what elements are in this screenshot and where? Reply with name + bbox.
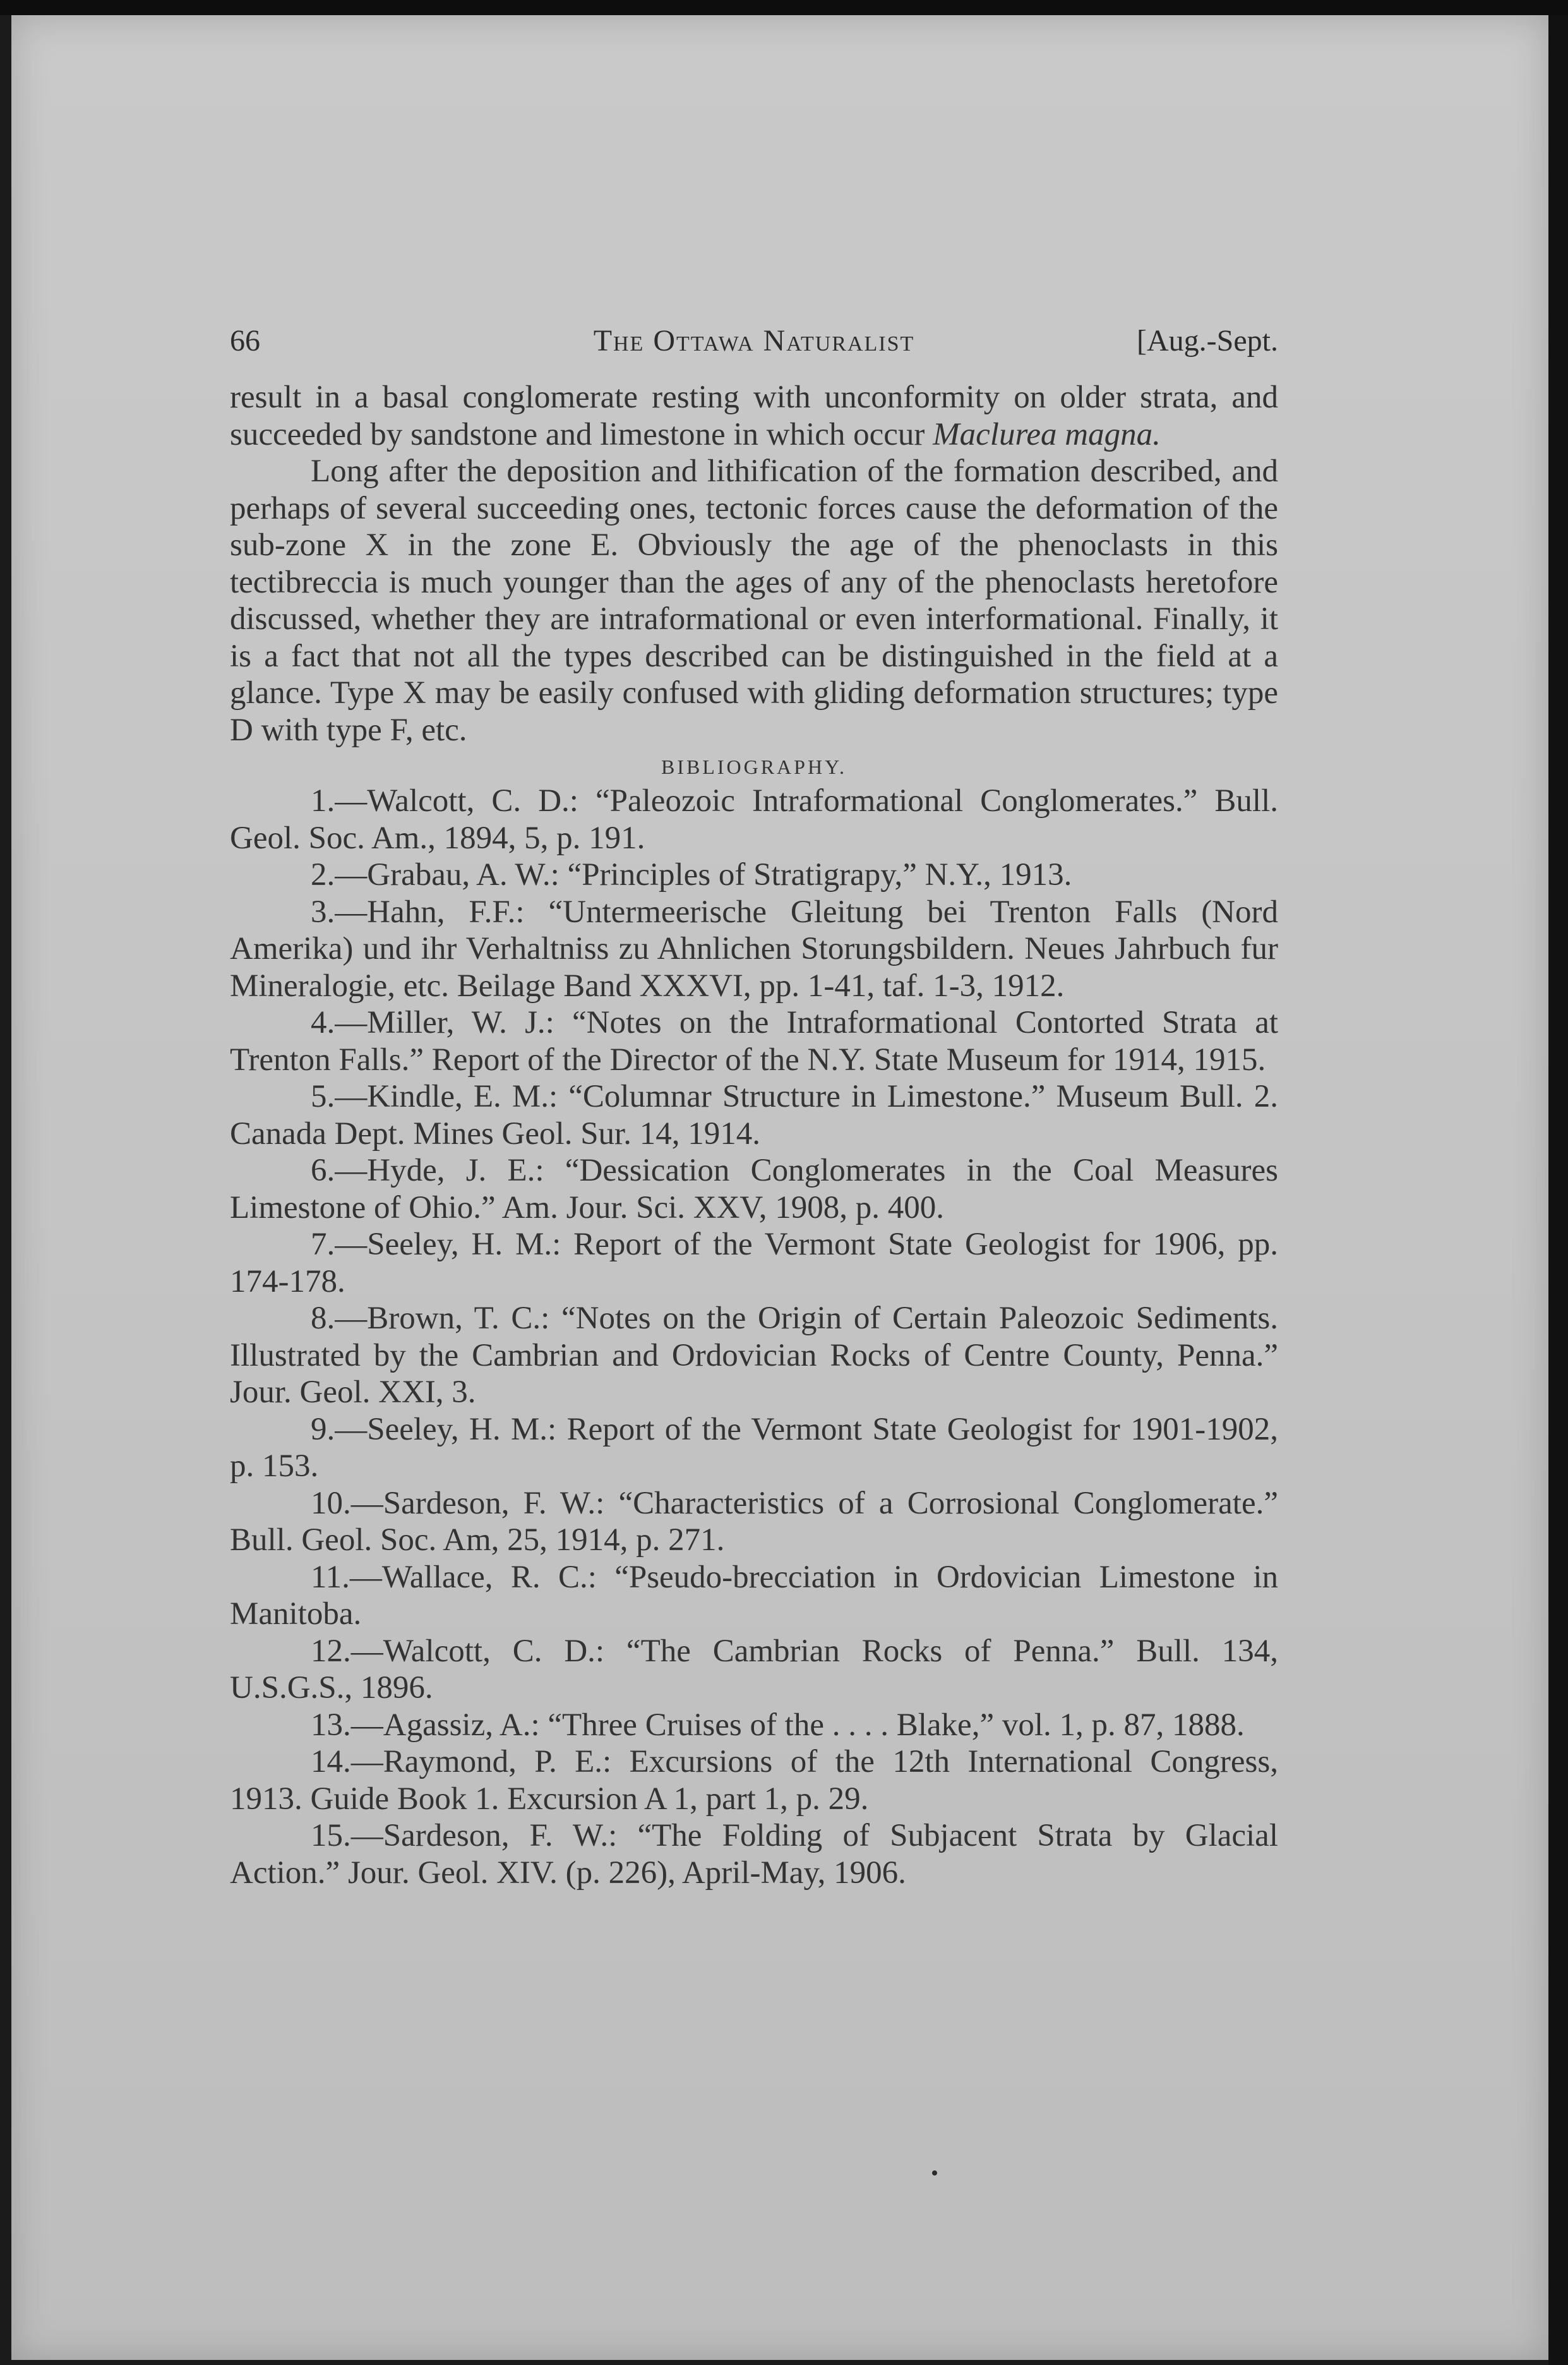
bibliography-entry-9: 9.—Seeley, H. M.: Report of the Vermont State Geologist for 1901-1902, p. 153. <box>230 1411 1278 1484</box>
bibliography-entry-15: 15.—Sardeson, F. W.: “The Folding of Subjacent Strata by Glacial Action.” Jour. Geol. XIV. (p. 226), April-May, 1906. <box>230 1818 1278 1891</box>
page-number: 66 <box>230 324 260 358</box>
bibliography-entry-10: 10.—Sardeson, F. W.: “Characteristics of a Corrosional Conglomerate.” Bull. Geol. Soc. Am, 25, 1914, p. 271. <box>230 1485 1278 1558</box>
body-text <box>230 379 1278 1891</box>
bibliography-list <box>230 783 1278 1891</box>
bibliography-entry-7: 7.—Seeley, H. M.: Report of the Vermont State Geologist for 1906, pp. 174-178. <box>230 1227 1278 1299</box>
page-header <box>230 323 1278 361</box>
bibliography-entry-5: 5.—Kindle, E. M.: “Columnar Structure in Limestone.” Museum Bull. 2. Canada Dept. Mines Geol. Sur. 14, 1914. <box>230 1079 1278 1152</box>
issue-date: [Aug.-Sept. <box>1137 324 1278 358</box>
bibliography-entry-3: 3.—Hahn, F.F.: “Untermeerische Gleitung bei Trenton Falls (Nord Amerika) und ihr Verhaltniss zu Ahnlichen Storungsbildern. Neues Jahrbuch fur Mineralogie, etc. Beilage Band XXXVI, pp. 1-41, taf. 1-3, 1912. <box>230 894 1278 1004</box>
bibliography-entry-13: 13.—Agassiz, A.: “Three Cruises of the . . . . Blake,” vol. 1, p. 87, 1888. <box>311 1707 1245 1743</box>
bibliography-entry-1: 1.—Walcott, C. D.: “Paleozoic Intraformational Conglomerates.” Bull. Geol. Soc. Am., 1894, 5, p. 191. <box>230 783 1278 856</box>
bibliography-entry-11: 11.—Wallace, R. C.: “Pseudo-brecciation in Ordovician Limestone in Manitoba. <box>230 1559 1278 1632</box>
bibliography-entry-14: 14.—Raymond, P. E.: Excursions of the 12th International Congress, 1913. Guide Book 1. Excursion A 1, part 1, p. 29. <box>230 1744 1278 1817</box>
bibliography-heading: BIBLIOGRAPHY. <box>661 755 847 778</box>
bibliography-entry-2: 2.—Grabau, A. W.: “Principles of Stratigrapy,” N.Y., 1913. <box>311 857 1072 893</box>
scan-top-border <box>0 0 1568 15</box>
journal-title: The Ottawa Naturalist <box>593 324 915 358</box>
printer-mark <box>932 2170 937 2175</box>
paragraph-1-text: result in a basal conglomerate resting with unconformity on older strata, and succeeded by sandstone and limestone in which occur <box>230 380 1278 452</box>
bibliography-entry-6: 6.—Hyde, J. E.: “Dessication Conglomerates in the Coal Measures Limestone of Ohio.” Am. Jour. Sci. XXV, 1908, p. 400. <box>230 1153 1278 1225</box>
paragraph-1 <box>230 379 1278 453</box>
bibliography-entry-4: 4.—Miller, W. J.: “Notes on the Intraformational Contorted Strata at Trenton Falls.” Report of the Director of the N.Y. State Museum for 1914, 1915. <box>230 1005 1278 1078</box>
paragraph-2: Long after the deposition and lithification of the formation described, and perhaps of several succeeding ones, tectonic forces cause the deformation of the sub-zone X in the zone E. Obviously the age of the phenoclasts in this tectibreccia is much younger than the ages of any of the phenoclasts heretofore discussed, whether they are intraformational or even interformational. Finally, it is a fact that not all the types described can be distinguished in the field at a glance. Type X may be easily confused with gliding deformation structures; type D with type F, etc. <box>230 454 1278 748</box>
bibliography-entry-12: 12.—Walcott, C. D.: “The Cambrian Rocks of Penna.” Bull. 134, U.S.G.S., 1896. <box>230 1633 1278 1706</box>
species-name: Maclurea magna. <box>933 416 1161 452</box>
scan-right-border <box>1548 15 1568 2365</box>
bibliography-entry-8: 8.—Brown, T. C.: “Notes on the Origin of Certain Paleozoic Sediments. Illustrated by the Cambrian and Ordovician Rocks of Centre County, Penna.” Jour. Geol. XXI, 3. <box>230 1301 1278 1410</box>
